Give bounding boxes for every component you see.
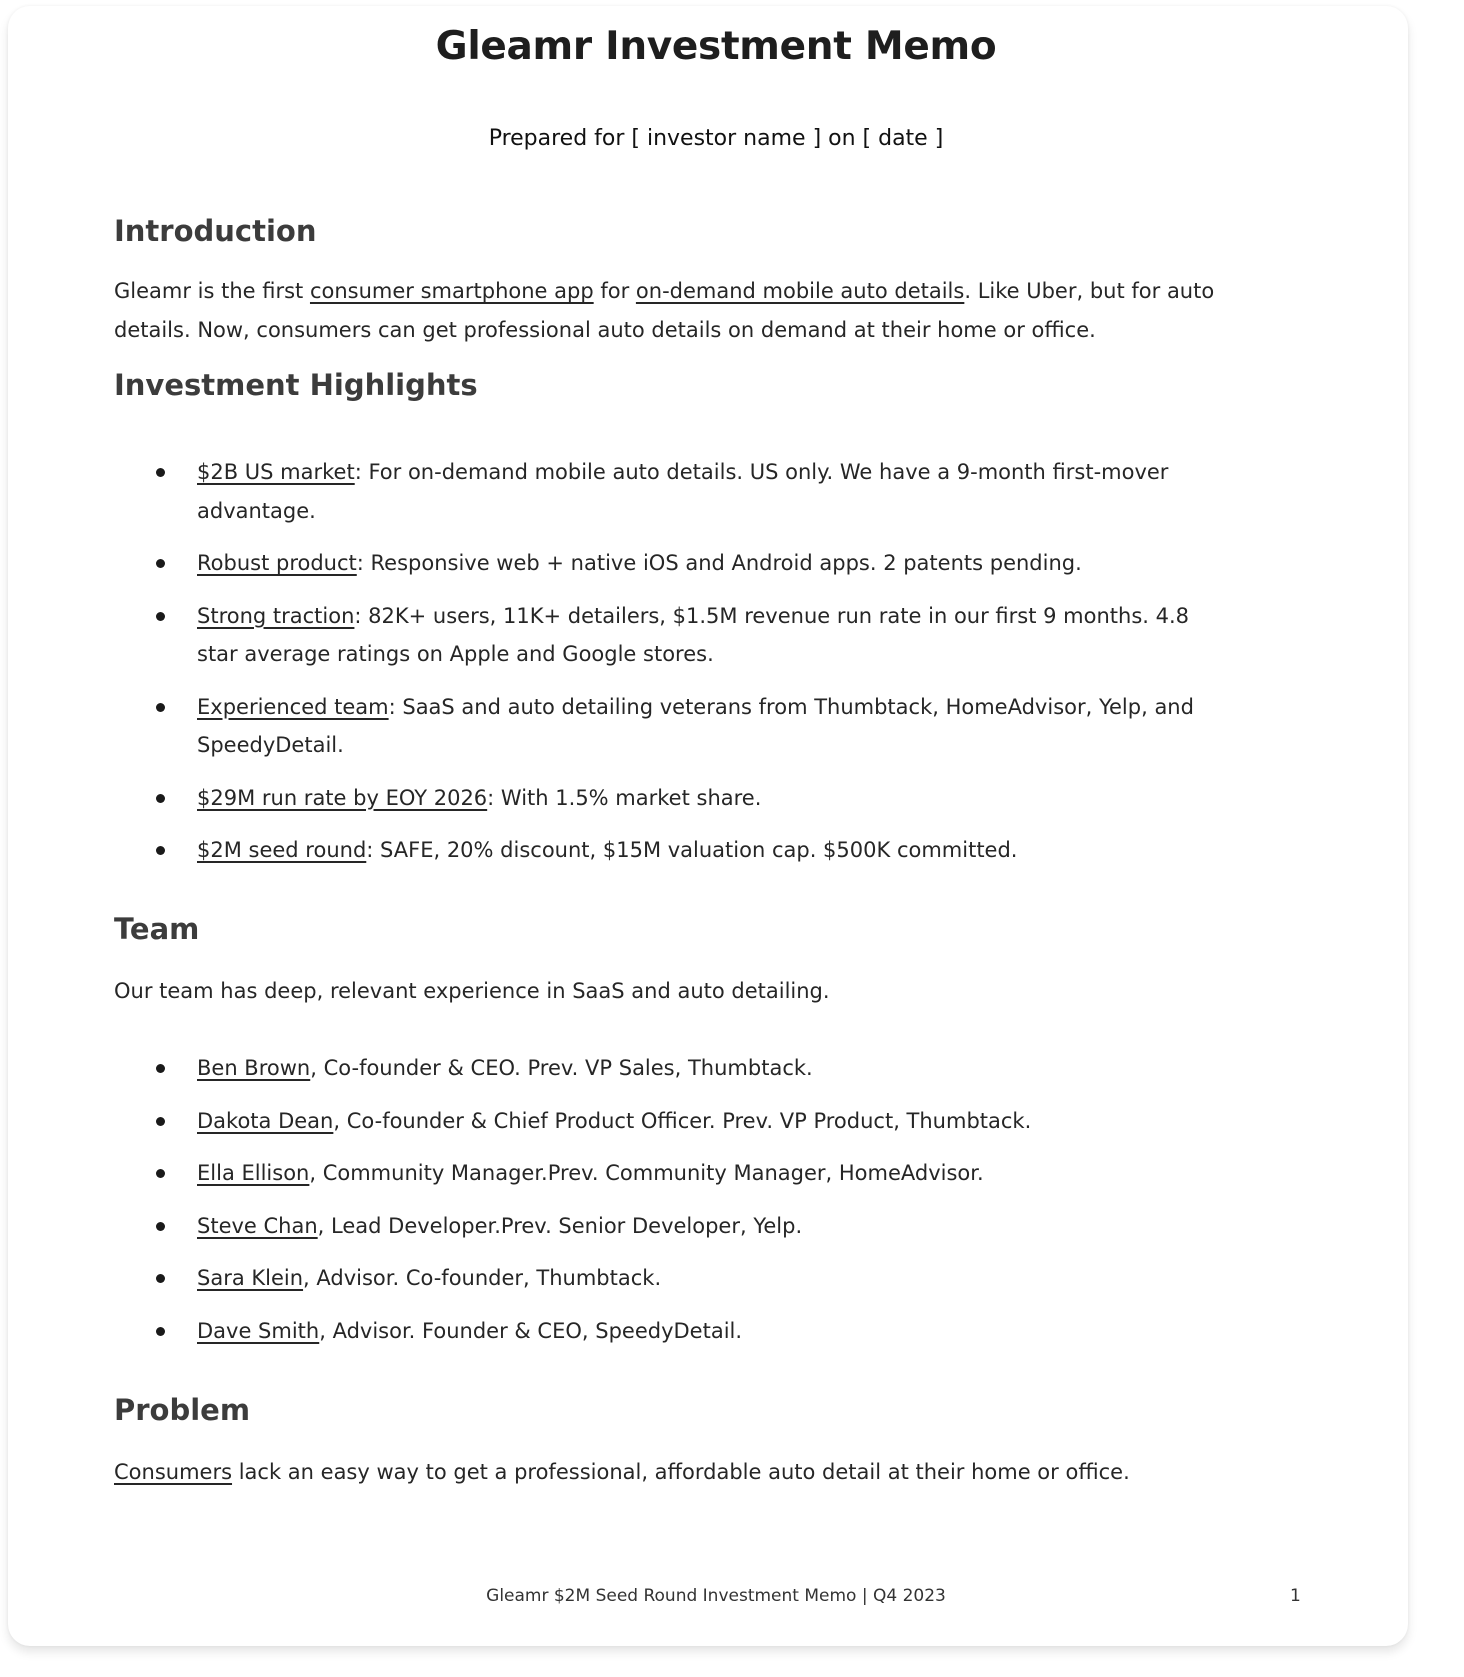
team-member-link[interactable]: Ben Brown	[197, 1056, 311, 1080]
team-member-link[interactable]: Dave Smith	[197, 1318, 320, 1343]
highlight-text: : For on-demand mobile auto details. US only. We have a 9-month first-mover advantage.	[197, 460, 1169, 523]
bullet-icon	[156, 468, 165, 477]
problem-text: lack an easy way to get a professional, affordable auto detail at their home or office.	[232, 1460, 1130, 1484]
bullet-icon	[156, 612, 165, 621]
page-number: 1	[1290, 1586, 1301, 1606]
highlights-heading: Investment Highlights	[114, 368, 478, 402]
highlight-text: : SaaS and auto detailing veterans from Thumbtack, HomeAdvisor, Yelp, and SpeedyDetail.	[197, 694, 1194, 757]
intro-text: Gleamr is the first	[114, 279, 310, 303]
team-member-link[interactable]: Dakota Dean	[197, 1108, 334, 1133]
footer-text: Gleamr $2M Seed Round Investment Memo | Q4 2023	[486, 1586, 946, 1606]
problem-paragraph	[114, 1453, 1289, 1492]
highlight-text: : With 1.5% market share.	[487, 785, 762, 810]
team-member-text: , Advisor. Co-founder, Thumbtack.	[303, 1266, 662, 1290]
bullet-icon	[156, 1064, 165, 1073]
bullet-icon	[156, 559, 165, 568]
consumers-link[interactable]: Consumers	[114, 1460, 233, 1484]
team-member-text: , Co-founder & Chief Product Officer. Prev. VP Product, Thumbtack.	[333, 1108, 1032, 1133]
team-member-link[interactable]: Steve Chan	[197, 1213, 318, 1238]
highlight-link[interactable]: Robust product	[197, 551, 357, 575]
bullet-icon	[156, 1222, 165, 1231]
team-member-link[interactable]: Sara Klein	[197, 1266, 304, 1290]
introduction-heading: Introduction	[114, 214, 317, 248]
intro-link[interactable]: on-demand mobile auto details	[635, 279, 965, 303]
bullet-icon	[156, 1274, 165, 1283]
team-member-text: , Advisor. Founder & CEO, SpeedyDetail.	[319, 1318, 743, 1343]
introduction-paragraph	[114, 272, 1289, 349]
highlight-text: : 82K+ users, 11K+ detailers, $1.5M revenue run rate in our first 9 months. 4.8 star average ratings on Apple and Google stores.	[197, 603, 1190, 666]
bullet-icon	[156, 703, 165, 712]
bullet-icon	[156, 1117, 165, 1126]
bullet-icon	[156, 846, 165, 855]
team-member-item	[114, 1102, 1234, 1141]
highlight-text: : SAFE, 20% discount, $15M valuation cap. $500K committed.	[366, 838, 1018, 862]
team-list	[114, 1049, 1234, 1364]
highlight-link[interactable]: Strong traction	[197, 603, 355, 628]
bullet-icon	[156, 1169, 165, 1178]
highlight-item	[114, 544, 1234, 583]
intro-text: for	[593, 279, 636, 303]
team-heading: Team	[114, 912, 200, 946]
team-member-text: , Community Manager.Prev. Community Manager, HomeAdvisor.	[309, 1161, 984, 1185]
highlight-item	[114, 688, 1234, 765]
highlights-list	[114, 453, 1234, 884]
team-member-link[interactable]: Ella Ellison	[197, 1161, 310, 1185]
document-page	[8, 6, 1408, 1646]
team-member-item	[114, 1312, 1234, 1351]
team-member-item	[114, 1207, 1234, 1246]
highlight-item	[114, 453, 1234, 530]
highlight-item	[114, 597, 1234, 674]
intro-text: . Like Uber, but for auto details. Now, consumers can get professional auto details on demand at their home or office.	[114, 279, 1215, 342]
team-member-text: , Co-founder & CEO. Prev. VP Sales, Thumbtack.	[310, 1056, 813, 1080]
highlight-item	[114, 831, 1234, 870]
highlight-text: : Responsive web + native iOS and Android apps. 2 patents pending.	[356, 551, 1082, 575]
highlight-link[interactable]: $2B US market	[197, 460, 355, 484]
intro-link[interactable]: consumer smartphone app	[309, 279, 594, 303]
highlight-link[interactable]: Experienced team	[197, 694, 389, 719]
bullet-icon	[156, 1327, 165, 1336]
team-member-text: , Lead Developer.Prev. Senior Developer, Yelp.	[317, 1213, 803, 1238]
highlight-link[interactable]: $2M seed round	[197, 838, 367, 862]
team-member-item	[114, 1154, 1234, 1193]
team-intro: Our team has deep, relevant experience in SaaS and auto detailing.	[114, 979, 830, 1003]
highlight-item	[114, 779, 1234, 818]
problem-heading: Problem	[114, 1393, 251, 1427]
team-member-item	[114, 1049, 1234, 1088]
document-title: Gleamr Investment Memo	[435, 24, 997, 69]
team-member-item	[114, 1259, 1234, 1298]
highlight-link[interactable]: $29M run rate by EOY 2026	[197, 785, 488, 810]
document-subtitle: Prepared for [ investor name ] on [ date ]	[488, 126, 944, 151]
bullet-icon	[156, 794, 165, 803]
